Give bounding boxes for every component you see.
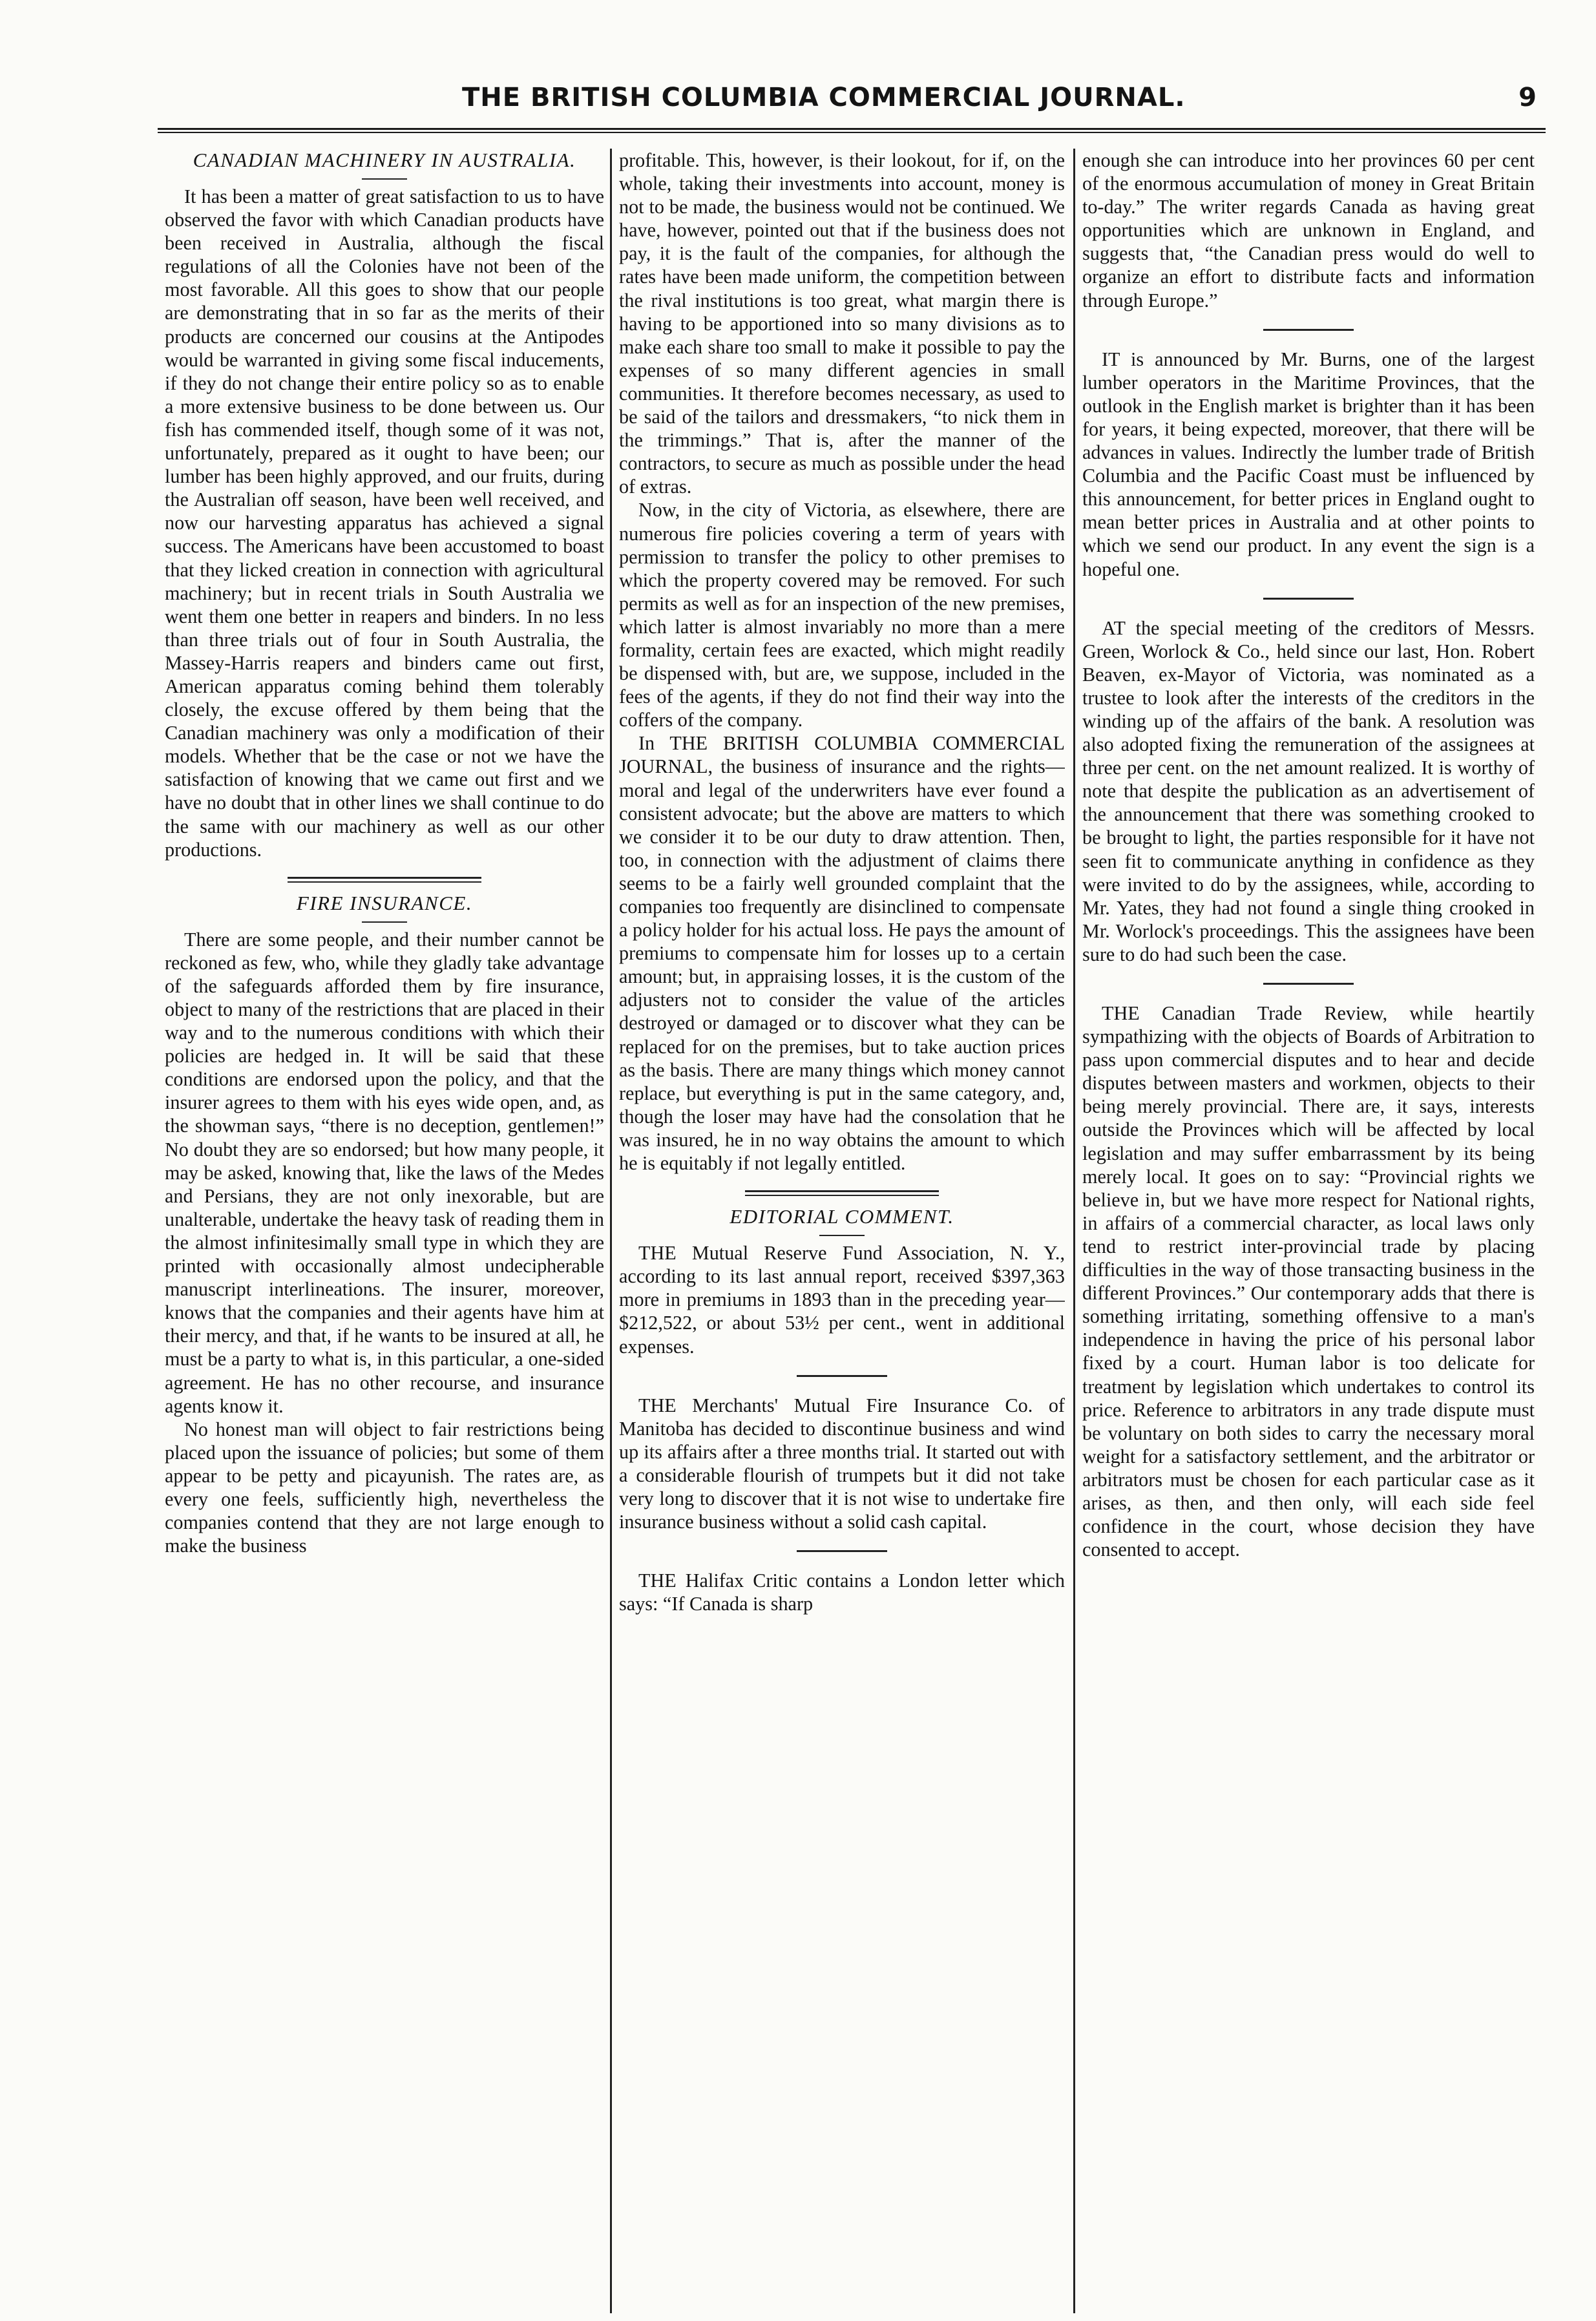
column-2 xyxy=(619,149,1065,2307)
paragraph: No honest man will object to fair restrictions being placed upon the issuance of policies; but some of them appear to be petty and picayunish. The rates are, as every one feels, sufficiently high, nevertheless the companies contend that they are not large enough to make the business xyxy=(165,1418,604,1557)
item-separator xyxy=(1263,983,1354,985)
section-rule xyxy=(745,1190,939,1196)
article-title-fire-insurance: FIRE INSURANCE. xyxy=(296,891,473,914)
item-separator xyxy=(797,1375,887,1377)
header-rule xyxy=(158,128,1546,133)
paragraph: THE Merchants' Mutual Fire Insurance Co. of Manitoba has decided to discontinue business and wind up its affairs after a three months trial. It started out with a considerable flourish of trumpets but it did not take very long to discover that it is not wise to undertake fire insurance business without a solid cash capital. xyxy=(619,1394,1065,1533)
paragraph: Now, in the city of Victoria, as elsewhere, there are numerous fire policies covering a term of years with permission to transfer the policy to other premises to which the property covered may be removed. For such permits as well as for an inspection of the new premises, which latter is almost invariably no more than a mere formality, certain fees are exacted, which might readily be dispensed with, but are, we suppose, included in the fees of the agents, if they do not find their way into the coffers of the company. xyxy=(619,499,1065,731)
section-rule xyxy=(288,877,481,883)
title-rule xyxy=(819,1235,865,1236)
paragraph: AT the special meeting of the creditors of Messrs. Green, Worlock & Co., held since our last, Hon. Robert Beaven, ex-Mayor of Victoria, was nominated as a trustee to look after the interests of the creditors in the winding up of the affairs of the bank. A resolution was also adopted fixing the remuneration of the assignees at three per cent. on the net amount realized. It is worthy of note that despite the publication as an advertisement of the announcement that there was something crooked to be brought to light, the parties responsible for it have not seen fit to communicate anything in confidence as they were invited to do by the assignees, while, according to Mr. Yates, they had not found a single thing crooked in Mr. Worlock's proceedings. This the assignees have been sure to do had such been the case. xyxy=(1082,616,1535,965)
paragraph: enough she can introduce into her provinces 60 per cent of the enormous accumulation of money in Great Britain to-day.” The writer regards Canada as having great opportunities which are unknown in England, and suggests that, “the Canadian press would do well to organize an effort to distribute facts and information through Europe.” xyxy=(1082,149,1535,311)
running-head xyxy=(155,83,1544,128)
paragraph: It has been a matter of great satisfaction to us to have observed the favor with which Canadian products have been received in Australia, although the fiscal regulations of all the Colonies have not been of the most favorable. All this goes to show that our people are demonstrating that in so far as the merits of their products are concerned our cousins at the Antipodes would be warranted in giving some fiscal inducements, if they do not change their entire policy so as to enable a more extensive business to be done between us. Our fish has commended itself, though some of it was not, unfortunately, prepared as it ought to have been; our lumber has been highly approved, and our fruits, during the Australian off season, have been well received, and now our harvesting apparatus has achieved a signal success. The Americans have been accustomed to boast that they licked creation in connection with agricultural machinery; but in recent trials in South Australia we went them one better in reapers and binders. In no less than three trials out of four in South Australia, the Massey-Harris reapers and binders came out first, American apparatus coming behind them tolerably closely, the excuse offered by them being that the Canadian machinery was only a modification of their models. Whether that be the case or not we have the satisfaction of knowing that we came out first and we have no doubt that in other lines we shall continue to do the same with our machinery as well as our other productions. xyxy=(165,185,604,861)
paragraph: There are some people, and their number cannot be reckoned as few, who, while they gladly take advantage of the safeguards afforded them by fire insurance, object to many of the restrictions that are placed in their way and to the numerous conditions with which their policies are hedged in. It will be said that these conditions are endorsed upon the policy, and that the insurer agrees to them with his eyes wide open, and, as the showman says, “there is no deception, gentlemen!” No doubt they are so endorsed; but how many people, it may be asked, knowing that, like the laws of the Medes and Persians, they are not only inexorable, but are unalterable, undertake the heavy task of reading them in the almost infinitesimally small type in which they are printed with occasionally almost undecipherable manuscript interlineations. The insurer, moreover, knows that the companies and their agents have him at their mercy, and that, if he wants to be insured at all, he must be a party to what is, in this particular, a one-sided agreement. He has no other recourse, and insurance agents know it. xyxy=(165,928,604,1417)
paragraph: In THE BRITISH COLUMBIA COMMERCIAL JOURNAL, the business of insurance and the rights—moral and legal of the underwriters have ever found a consistent advocate; but the above are matters to which we consider it to be our duty to draw attention. Then, too, in connection with the adjustment of claims there seems to be a fairly well grounded complaint that the companies too frequently are disinclined to compensate a policy holder for his actual loss. He pays the amount of premiums to compensate him for losses up to a certain amount; but, in appraising losses, it is the custom of the adjusters not to consider the value of the articles destroyed or damaged or to discover what they can be replaced for on the premises, but to take auction prices as the basis. There are many things which money cannot replace, but everything is put in the same category, and, though the loser may have had the consolation that he was insured, he in no way obtains the amount to which he is equitably if not legally entitled. xyxy=(619,732,1065,1175)
item-separator xyxy=(1263,598,1354,600)
paragraph: THE Halifax Critic contains a London letter which says: “If Canada is sharp xyxy=(619,1570,1065,1615)
paragraph: profitable. This, however, is their lookout, for if, on the whole, taking their investments into account, money is not to be made, the business would not be continued. We have, however, pointed out that if the business does not pay, it is the fault of the companies, for although the rates have been made uniform, the competition between the rival institutions is too great, what margin there is having to be apportioned into so many divisions as to make each share too small to make it possible to pay the expenses of so many different agencies in small communities. It therefore becomes necessary, as used to be said of the tailors and dressmakers, “to nick them in the trimmings.” That is, after the manner of the contractors, to secure as much as possible under the head of extras. xyxy=(619,149,1065,498)
page-number: 9 xyxy=(1518,83,1537,112)
paragraph: THE Canadian Trade Review, while heartily sympathizing with the objects of Boards of Arbitration to pass upon commercial disputes and to hear and decide disputes between masters and workmen, objects to their being merely provincial. There are, it says, interests outside the Provinces which will be affected by local legislation and may suffer embarrassment by its being merely local. It goes on to say: “Provincial rights we believe in, but we have more respect for National rights, in affairs of a commercial character, as local laws only tend to restrict inter-provincial trade by placing difficulties in the way of those transacting business in the different Provinces.” Our contemporary adds that there is something irritating, something offensive to a man's independence in having the price of his personal labor fixed by a court. Human labor is too delicate for treatment by legislation which undertakes to control its price. Reference to arbitrators in any trade dispute must be voluntary on both sides to carry the necessary moral weight for a satisfactory settlement, and the arbitrator or arbitrators must be chosen for each particular case as it arises, as then, and then only, will each side feel confidence in the court, whose decision they have consented to accept. xyxy=(1082,1002,1535,1561)
column-3 xyxy=(1082,149,1535,2307)
title-rule xyxy=(362,921,407,923)
item-separator xyxy=(1263,329,1354,331)
article-title-canadian-machinery: CANADIAN MACHINERY IN AUSTRALIA. xyxy=(193,149,576,171)
article-title-editorial-comment: EDITORIAL COMMENT. xyxy=(730,1205,954,1228)
column-divider-2 xyxy=(1073,149,1075,2313)
paragraph: IT is announced by Mr. Burns, one of the largest lumber operators in the Maritime Provinces, that the outlook in the English market is brighter than it has been for years, it being expected, moreover, that there will be advances in values. Indirectly the lumber trade of British Columbia and the Pacific Coast must be influenced by this announcement, for better prices in England ought to mean better prices in Australia and at other points to which we send our product. In any event the sign is a hopeful one. xyxy=(1082,348,1535,580)
paragraph: THE Mutual Reserve Fund Association, N. Y., according to its last annual report, received $397,363 more in premiums in 1893 than in the preceding year—$212,522, or about 53½ per cent., went in additional expenses. xyxy=(619,1242,1065,1358)
item-separator xyxy=(797,1550,887,1552)
column-1 xyxy=(165,149,604,2307)
column-divider-1 xyxy=(610,149,612,2313)
running-title: THE BRITISH COLUMBIA COMMERCIAL JOURNAL. xyxy=(462,83,1186,112)
title-rule xyxy=(362,178,407,180)
